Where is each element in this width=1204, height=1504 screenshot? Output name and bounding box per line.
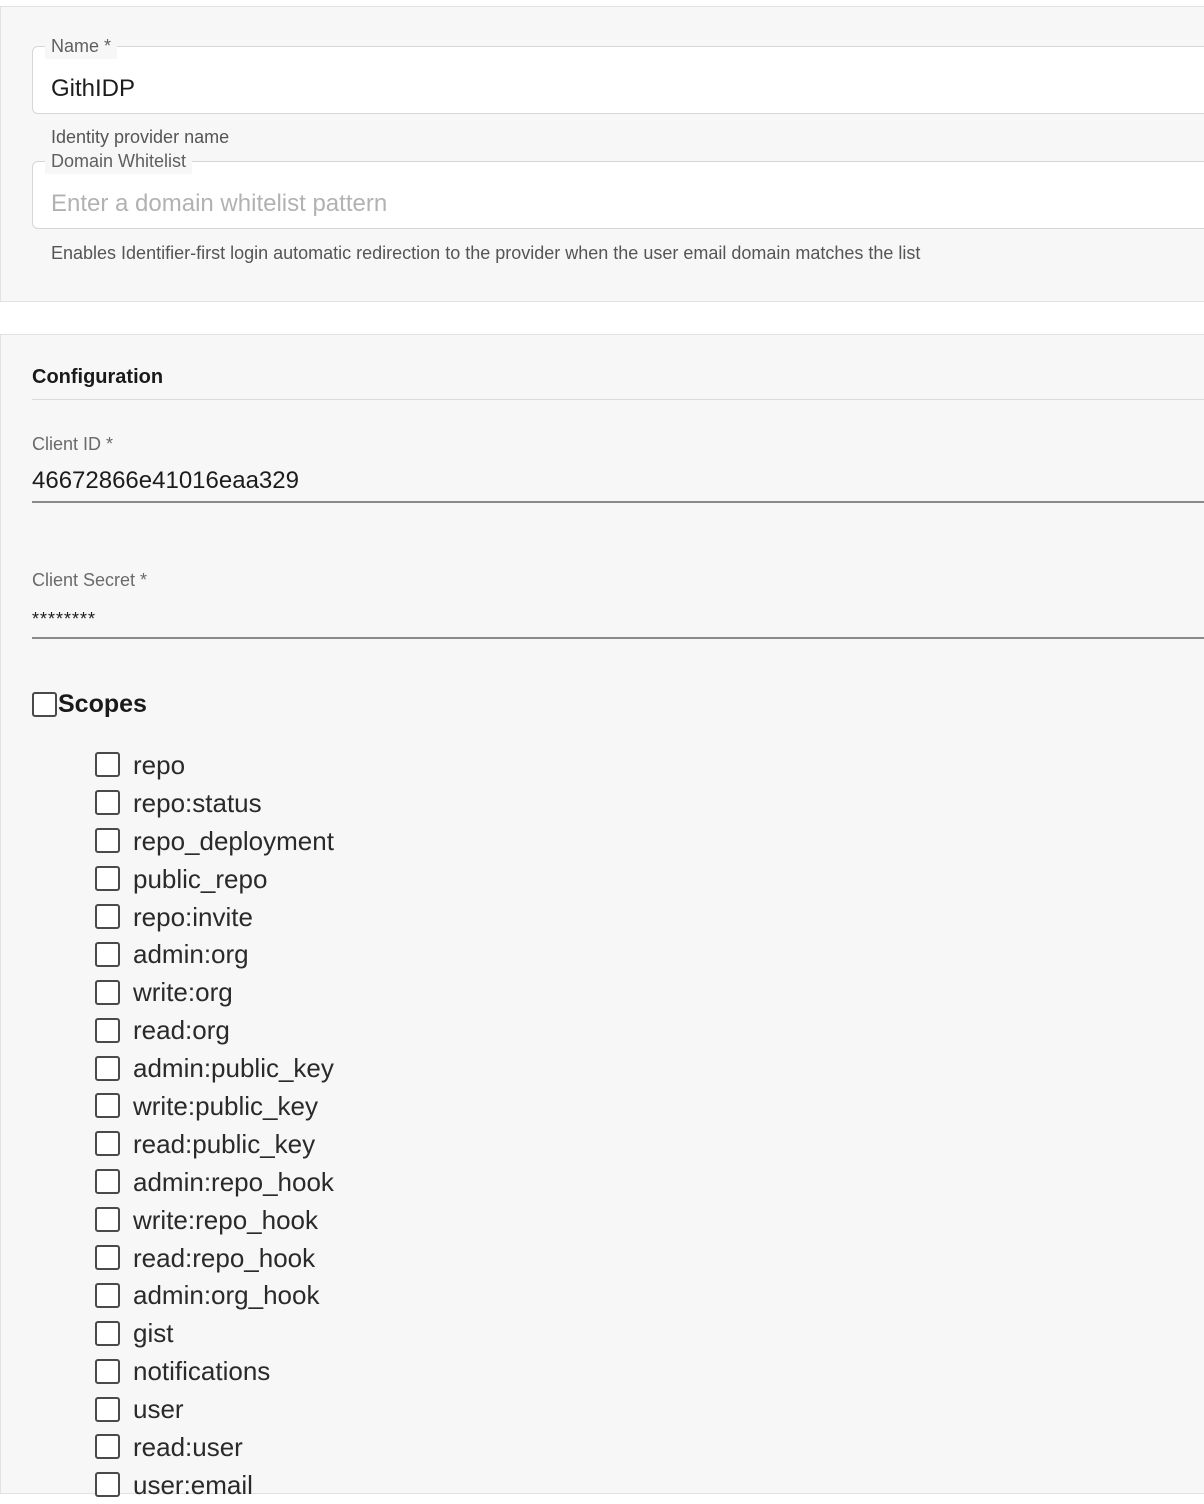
client-secret-value[interactable]: ******** <box>32 609 97 629</box>
configuration-title: Configuration <box>32 366 164 388</box>
scope-item[interactable] <box>95 935 334 973</box>
scopes-select-all-checkbox[interactable] <box>32 692 57 717</box>
scope-label: notifications <box>133 1356 271 1387</box>
client-secret-label: Client Secret * <box>32 570 148 590</box>
scope-list <box>95 746 334 1504</box>
scope-item[interactable] <box>95 784 334 822</box>
scope-item[interactable] <box>95 746 334 784</box>
scope-checkbox[interactable] <box>95 980 120 1005</box>
client-id-underline <box>32 501 1204 503</box>
name-field[interactable] <box>32 36 1204 114</box>
scope-item[interactable] <box>95 1011 334 1049</box>
scope-item[interactable] <box>95 1049 334 1087</box>
scope-label: admin:org_hook <box>133 1280 320 1311</box>
scope-checkbox[interactable] <box>95 866 120 891</box>
configuration-card <box>0 334 1204 1500</box>
scope-label: user:email <box>133 1469 253 1500</box>
scope-checkbox[interactable] <box>95 1056 120 1081</box>
scope-checkbox[interactable] <box>95 1321 120 1346</box>
scope-item[interactable] <box>95 1390 334 1428</box>
scope-item[interactable] <box>95 1125 334 1163</box>
scope-label: read:repo_hook <box>133 1242 316 1273</box>
scope-label: repo_deployment <box>133 825 334 856</box>
scope-item[interactable] <box>95 1239 334 1277</box>
scope-item[interactable] <box>95 1276 334 1314</box>
domain-whitelist-label: Domain Whitelist <box>45 148 192 174</box>
scopes-header <box>32 689 147 719</box>
scope-item[interactable] <box>95 1314 334 1352</box>
scope-checkbox[interactable] <box>95 1397 120 1422</box>
scope-label: read:public_key <box>133 1128 316 1159</box>
scope-label: write:org <box>133 977 233 1008</box>
domain-whitelist-field[interactable] <box>32 151 1204 229</box>
scope-item[interactable] <box>95 898 334 936</box>
scope-checkbox[interactable] <box>95 1169 120 1194</box>
scope-item[interactable] <box>95 860 334 898</box>
scope-checkbox[interactable] <box>95 1207 120 1232</box>
scope-label: repo:invite <box>133 901 253 932</box>
client-id-label: Client ID * <box>32 434 114 454</box>
client-id-field[interactable] <box>32 433 1204 503</box>
scope-label: public_repo <box>133 863 268 894</box>
scope-checkbox[interactable] <box>95 1472 120 1497</box>
scope-label: read:org <box>133 1015 230 1046</box>
scope-label: gist <box>133 1318 174 1349</box>
scope-checkbox[interactable] <box>95 790 120 815</box>
scope-label: repo:status <box>133 787 262 818</box>
scope-item[interactable] <box>95 1201 334 1239</box>
scopes-title: Scopes <box>58 690 147 718</box>
general-card <box>0 6 1204 302</box>
scope-checkbox[interactable] <box>95 1131 120 1156</box>
scope-item[interactable] <box>95 1087 334 1125</box>
scope-label: write:public_key <box>133 1090 318 1121</box>
scope-item[interactable] <box>95 822 334 860</box>
client-secret-underline <box>32 637 1204 639</box>
scope-item[interactable] <box>95 1352 334 1390</box>
scope-label: admin:public_key <box>133 1053 334 1084</box>
scope-checkbox[interactable] <box>95 1434 120 1459</box>
scope-checkbox[interactable] <box>95 752 120 777</box>
scope-checkbox[interactable] <box>95 1093 120 1118</box>
scope-item[interactable] <box>95 1163 334 1201</box>
scope-checkbox[interactable] <box>95 1018 120 1043</box>
scope-checkbox[interactable] <box>95 942 120 967</box>
scope-checkbox[interactable] <box>95 1359 120 1384</box>
client-id-value[interactable]: 46672866e41016eaa329 <box>32 467 299 494</box>
scope-checkbox[interactable] <box>95 828 120 853</box>
scope-label: read:user <box>133 1431 243 1462</box>
section-divider <box>32 399 1204 400</box>
scope-item[interactable] <box>95 1466 334 1504</box>
domain-whitelist-helper: Enables Identifier-first login automatic redirection to the provider when the user email domain matches the list <box>51 243 921 263</box>
scope-label: user <box>133 1394 184 1425</box>
scope-item[interactable] <box>95 1428 334 1466</box>
name-field-helper: Identity provider name <box>51 127 230 147</box>
scope-label: admin:repo_hook <box>133 1166 334 1197</box>
scope-label: write:repo_hook <box>133 1204 318 1235</box>
scope-checkbox[interactable] <box>95 1283 120 1308</box>
scope-checkbox[interactable] <box>95 1245 120 1270</box>
domain-whitelist-placeholder[interactable]: Enter a domain whitelist pattern <box>51 190 388 217</box>
scope-checkbox[interactable] <box>95 904 120 929</box>
scope-label: admin:org <box>133 939 249 970</box>
client-secret-field[interactable] <box>32 569 1204 639</box>
scope-label: repo <box>133 749 186 780</box>
name-field-value[interactable]: GithIDP <box>51 75 136 102</box>
scope-item[interactable] <box>95 973 334 1011</box>
name-field-label: Name * <box>45 33 117 59</box>
